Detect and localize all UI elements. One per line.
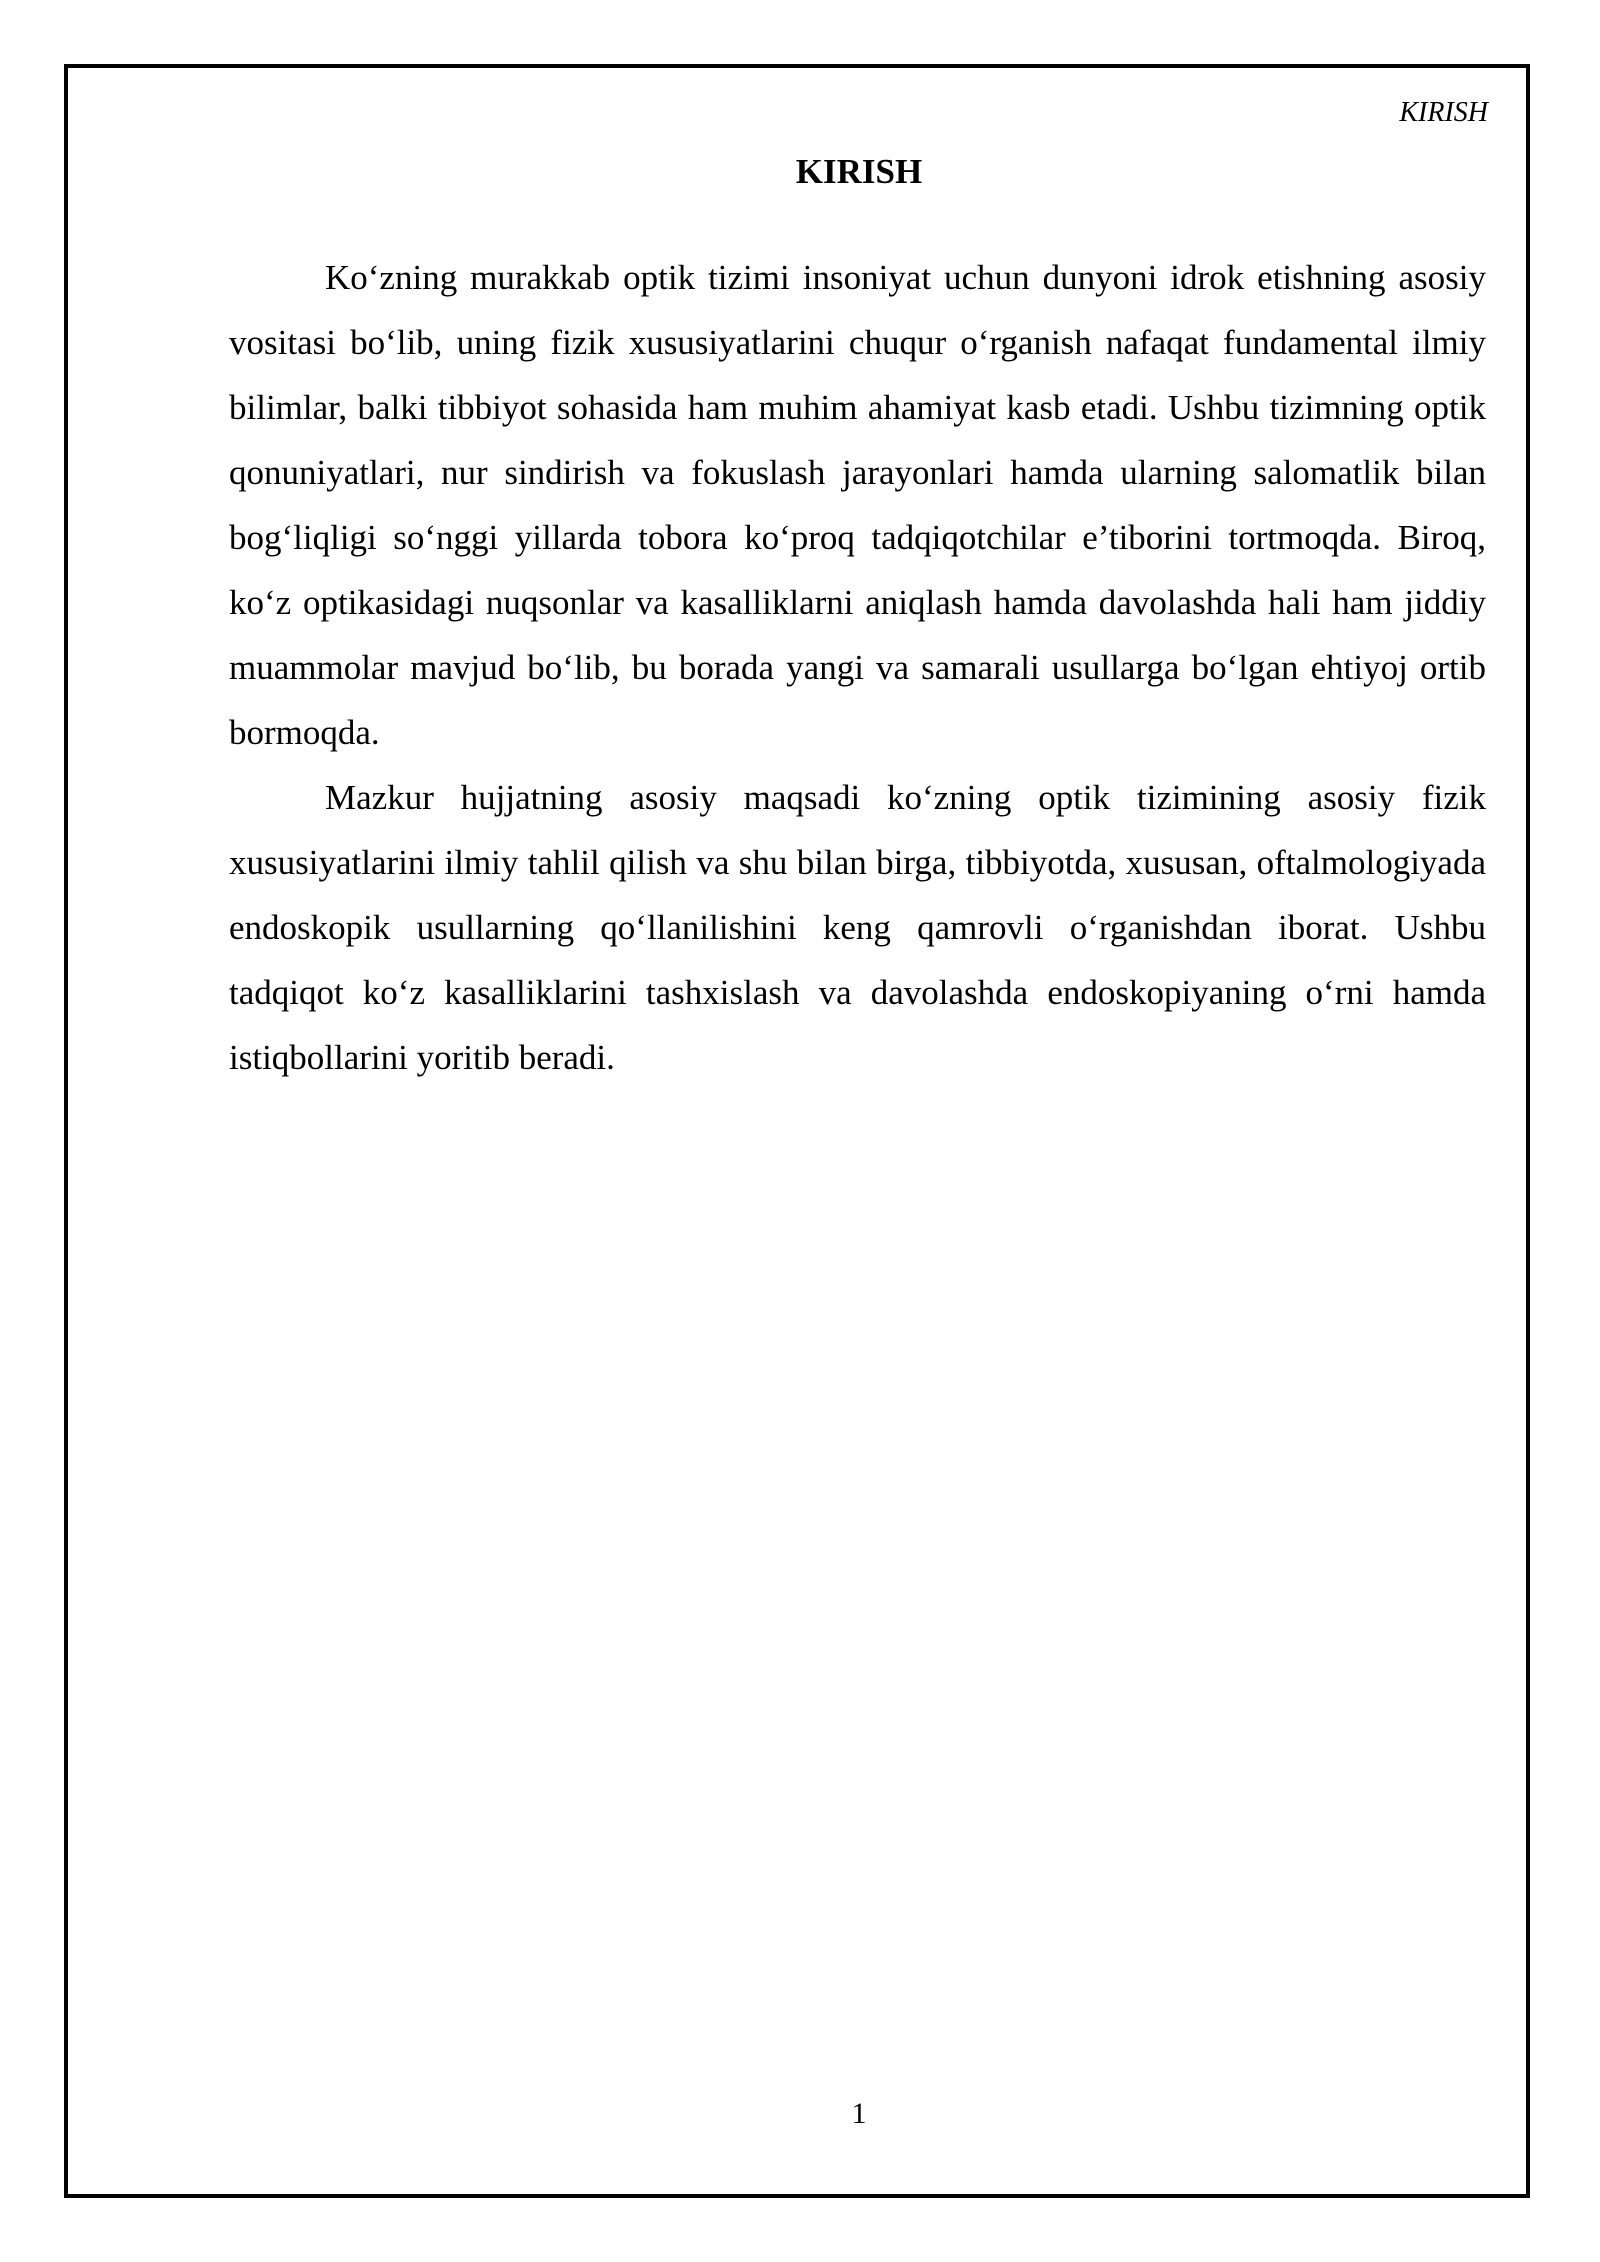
paragraph-1: Ko‘zning murakkab optik tizimi insoniyat uchun dunyoni idrok etishning asosiy vositasi bo‘lib, uning fizik xususiyatlarini chuqur o‘rganish nafaqat fundamental ilmiy bilimlar, balki tibbiyot sohasida ham muhim ahamiyat kasb etadi. Ushbu tizimning optik qonuniyatlari, nur sindirish va fokuslash jarayonlari hamda ularning salomatlik bilan bog‘liqligi so‘nggi yillarda tobora ko‘proq tadqiqotchilar e’tiborini tortmoqda. Biroq, ko‘z optikasidagi nuqsonlar va kasalliklarni aniqlash hamda davolashda hali ham jiddiy muammolar mavjud bo‘lib, bu borada yangi va samarali usullarga bo‘lgan ehtiyoj ortib bormoqda. [229, 258, 1486, 752]
page-title: KIRISH [795, 152, 923, 191]
body-text [229, 245, 1486, 1090]
paragraph-2: Mazkur hujjatning asosiy maqsadi ko‘zning optik tizimining asosiy fizik xususiyatlarini ilmiy tahlil qilish va shu bilan birga, tibbiyotda, xususan, oftalmologiyada endoskopik usullarning qo‘llanilishini keng qamrovli o‘rganishdan iborat. Ushbu tadqiqot ko‘z kasalliklarini tashxislash va davolashda endoskopiyaning o‘rni hamda istiqbollarini yoritib beradi. [229, 778, 1486, 1077]
running-header: KIRISH [1399, 97, 1488, 128]
page-number: 1 [851, 2097, 867, 2130]
